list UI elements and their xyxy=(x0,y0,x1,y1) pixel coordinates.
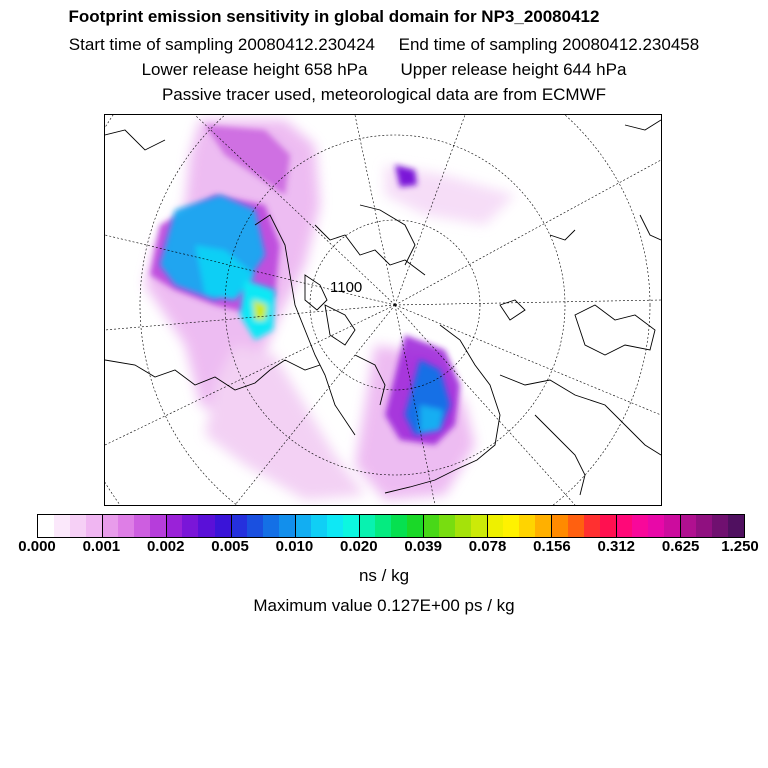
colorbar-swatch xyxy=(391,515,407,537)
colorbar-swatch xyxy=(311,515,327,537)
colorbar-swatch xyxy=(102,515,118,537)
colorbar-divider xyxy=(166,515,167,537)
colorbar-divider xyxy=(551,515,552,537)
footprint-map xyxy=(104,114,662,506)
colorbar-swatch xyxy=(664,515,680,537)
sampling-end: End time of sampling 20080412.230458 xyxy=(398,35,700,54)
colorbar-swatch xyxy=(503,515,519,537)
colorbar-swatch xyxy=(54,515,70,537)
colorbar-swatch xyxy=(70,515,86,537)
colorbar-swatch xyxy=(680,515,696,537)
colorbar-swatch xyxy=(359,515,375,537)
colorbar-swatch xyxy=(38,515,54,537)
colorbar-tick-label: 0.010 xyxy=(275,538,314,555)
colorbar-tick-label: 0.312 xyxy=(597,538,636,555)
colorbar-tick-label: 0.039 xyxy=(404,538,442,555)
colorbar-swatch xyxy=(215,515,231,537)
colorbar-tick-label: 0.005 xyxy=(211,538,249,555)
colorbar-swatch xyxy=(231,515,247,537)
colorbar-swatch xyxy=(455,515,471,537)
colorbar-swatch xyxy=(568,515,584,537)
colorbar-swatch xyxy=(535,515,551,537)
colorbar-swatch xyxy=(343,515,359,537)
colorbar-swatch xyxy=(439,515,455,537)
colorbar-unit: ns / kg xyxy=(358,566,410,585)
colorbar-ticks xyxy=(0,538,768,568)
colorbar-divider xyxy=(616,515,617,537)
colorbar-swatch xyxy=(247,515,263,537)
colorbar-swatch xyxy=(600,515,616,537)
sampling-start: Start time of sampling 20080412.230424 xyxy=(68,35,376,54)
colorbar-tick-label: 1.250 xyxy=(721,538,759,555)
colorbar-swatch xyxy=(263,515,279,537)
colorbar-tick-label: 0.156 xyxy=(533,538,571,555)
colorbar-divider xyxy=(102,515,103,537)
plot-title: Footprint emission sensitivity in global domain for NP3_20080412 xyxy=(68,7,600,26)
colorbar-swatch xyxy=(471,515,487,537)
colorbar-swatch xyxy=(728,515,744,537)
colorbar-divider xyxy=(487,515,488,537)
colorbar-swatch xyxy=(150,515,166,537)
colorbar-tick-label: 0.078 xyxy=(468,538,507,555)
colorbar-swatch xyxy=(198,515,214,537)
footprint-plume-outer xyxy=(145,120,515,500)
colorbar-swatch xyxy=(632,515,648,537)
colorbar-swatch xyxy=(552,515,568,537)
colorbar-swatch xyxy=(327,515,343,537)
colorbar-divider xyxy=(680,515,681,537)
colorbar-swatch xyxy=(423,515,439,537)
colorbar-swatch xyxy=(375,515,391,537)
map-canvas xyxy=(105,115,661,505)
colorbar-swatch xyxy=(696,515,712,537)
colorbar xyxy=(37,514,745,538)
colorbar-swatch xyxy=(616,515,632,537)
colorbar-tick-label: 0.020 xyxy=(340,538,378,555)
map-label: 1100 xyxy=(330,279,363,296)
colorbar-swatch xyxy=(519,515,535,537)
release-lower: Lower release height 658 hPa xyxy=(141,60,368,79)
colorbar-tick-label: 0.002 xyxy=(146,538,185,555)
colorbar-divider xyxy=(295,515,296,537)
colorbar-swatch xyxy=(295,515,311,537)
colorbar-swatch xyxy=(487,515,503,537)
colorbar-swatch xyxy=(407,515,423,537)
maximum-value: Maximum value 0.127E+00 ps / kg xyxy=(253,596,515,615)
colorbar-swatch xyxy=(584,515,600,537)
colorbar-divider xyxy=(359,515,360,537)
tracer-note: Passive tracer used, meteorological data are from ECMWF xyxy=(161,85,607,104)
colorbar-swatch xyxy=(166,515,182,537)
colorbar-swatch xyxy=(86,515,102,537)
release-upper: Upper release height 644 hPa xyxy=(400,60,627,79)
colorbar-swatch xyxy=(712,515,728,537)
colorbar-tick-label: 0.001 xyxy=(82,538,121,555)
colorbar-swatch xyxy=(279,515,295,537)
release-heights xyxy=(0,60,768,80)
colorbar-swatch xyxy=(134,515,150,537)
sampling-times xyxy=(0,35,768,55)
colorbar-tick-label: 0.000 xyxy=(18,538,56,555)
colorbar-swatch xyxy=(118,515,134,537)
colorbar-swatch xyxy=(182,515,198,537)
colorbar-divider xyxy=(423,515,424,537)
colorbar-divider xyxy=(231,515,232,537)
colorbar-tick-label: 0.625 xyxy=(661,538,700,555)
colorbar-swatch xyxy=(648,515,664,537)
